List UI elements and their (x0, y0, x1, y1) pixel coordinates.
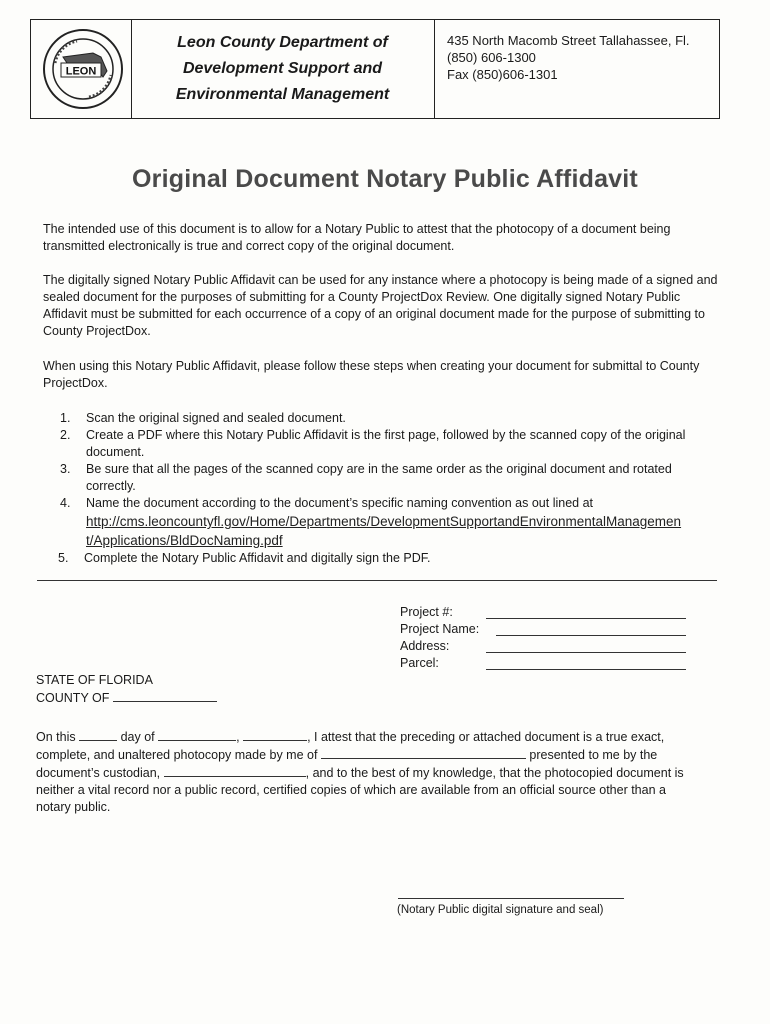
leon-county-seal-logo (41, 27, 125, 111)
phone-number: (850) 606-1300 (447, 50, 536, 65)
section-divider (37, 580, 717, 581)
county-row (36, 689, 217, 707)
project-number-label: Project #: (400, 605, 453, 619)
custodian-field[interactable] (164, 764, 306, 777)
day-field[interactable] (79, 728, 117, 741)
header-divider-right (434, 20, 435, 118)
address-label: Address: (400, 639, 450, 653)
venue-block (36, 672, 217, 707)
project-name-label: Project Name: (400, 622, 480, 636)
usage-paragraph: The digitally signed Notary Public Affidavit can be used for any instance where a photocopy is being made of a signed and sealed document for the purposes of submitting for a County ProjectDox Review. One digitally signed Notary Public Affidavit must be submitted for each occurrence of a copy of an original document made for the purpose of submitting to County ProjectDox. (43, 273, 718, 338)
naming-convention-link[interactable]: http://cms.leoncountyfl.gov/Home/Departments/DevelopmentSupportandEnvironmentalManagemen t/Applications/BldDocNaming.pdf (86, 514, 682, 548)
instructions-paragraph: When using this Notary Public Affidavit, please follow these steps when creating your document for submittal to County ProjectDox. (43, 359, 700, 390)
page-title: Original Document Notary Public Affidavit (132, 165, 638, 193)
address-field[interactable] (486, 652, 686, 653)
state-label: STATE OF FLORIDA (36, 673, 153, 687)
parcel-field[interactable] (486, 669, 686, 670)
signature-label: (Notary Public digital signature and seal) (397, 904, 604, 916)
attestation-paragraph: On this day of , , I attest that the preceding or attached document is a true exact, complete, and unaltered photocopy made by me of presented to me by the document’s custodian, , and to the best of my knowledge, that the photocopied document is neither a vital record nor a public record, certified copies of which are available from an official source other than a notary public. (36, 730, 684, 814)
street-address: 435 North Macomb Street Tallahassee, Fl. (447, 33, 690, 48)
fax-number: Fax (850)606-1301 (447, 67, 558, 82)
project-number-field[interactable] (486, 618, 686, 619)
list-item: 1. Scan the original signed and sealed document. (60, 411, 346, 425)
dept-line-2: Development Support and (182, 60, 383, 77)
project-number-row (400, 604, 479, 621)
signature-field[interactable] (398, 898, 624, 899)
list-item: 5. Complete the Notary Public Affidavit and digitally sign the PDF. (58, 551, 431, 565)
project-fields (400, 604, 479, 672)
dept-line-1: Leon County Department of (177, 34, 388, 51)
parcel-label: Parcel: (400, 656, 439, 670)
svg-text:LEON: LEON (65, 65, 97, 78)
steps-list (60, 410, 720, 567)
project-name-row (400, 621, 479, 638)
project-name-field[interactable] (496, 635, 686, 636)
month-field[interactable] (158, 728, 236, 741)
list-item: 2. Create a PDF where this Notary Public Affidavit is the first page, followed by the scanned copy of the original document. (60, 428, 686, 459)
department-name (131, 30, 434, 108)
intro-paragraph: The intended use of this document is to allow for a Notary Public to attest that the photocopy of a document being transmitted electronically is true and correct copy of the original document. (43, 222, 671, 253)
header-box (30, 19, 720, 119)
county-label: COUNTY OF (36, 691, 110, 705)
parcel-row (400, 655, 479, 672)
contact-info (447, 32, 690, 83)
dept-line-3: Environmental Management (175, 86, 390, 103)
document-description-field[interactable] (321, 746, 526, 759)
list-item: 3. Be sure that all the pages of the scanned copy are in the same order as the original document and rotated correctly. (60, 462, 672, 493)
year-field[interactable] (243, 728, 307, 741)
address-row (400, 638, 479, 655)
county-field[interactable] (113, 689, 217, 702)
list-item: 4. Name the document according to the document’s specific naming convention as out lined at http://cms.leoncountyfl.gov/Home/Departments/DevelopmentSupportandEnvironmentalManagemen t/Applications/BldDocNaming.pdf (60, 496, 682, 548)
